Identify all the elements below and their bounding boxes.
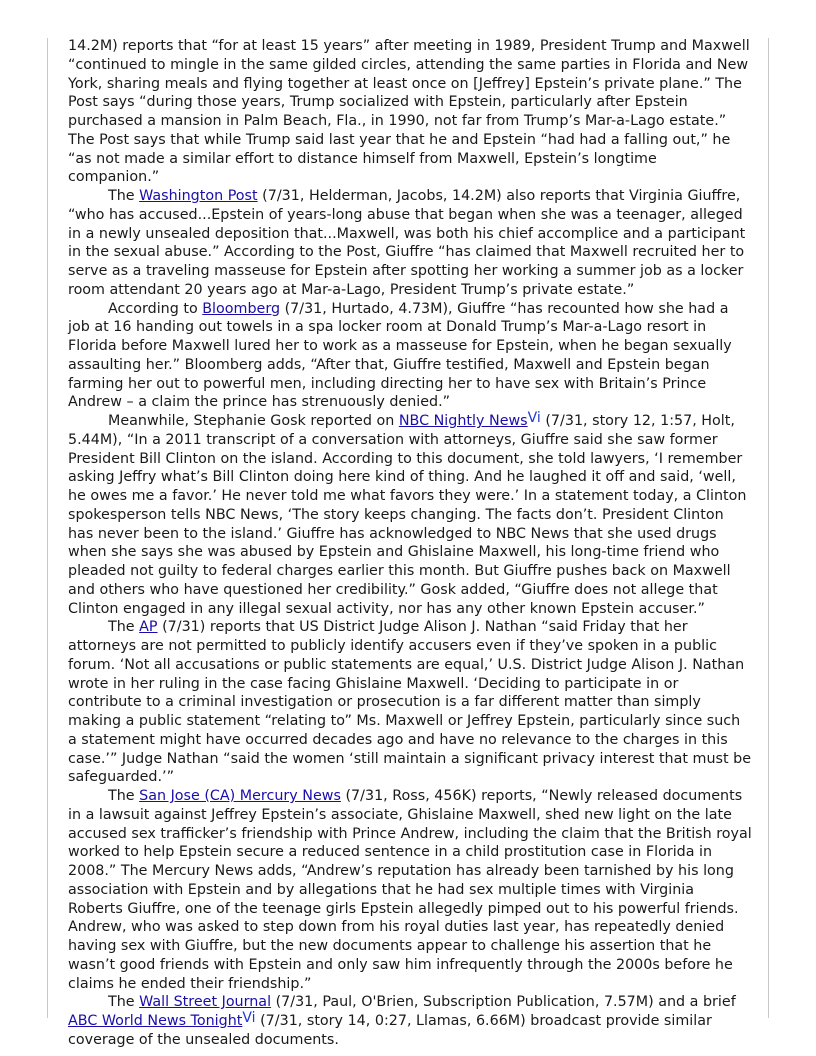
paragraph-text: The	[108, 619, 140, 636]
paragraph	[68, 787, 752, 993]
source-link-san-jose-ca-mercury-news[interactable]: San Jose (CA) Mercury News	[139, 788, 341, 804]
paragraph-text: (7/31, Ross, 456K) reports, “Newly released documents in a lawsuit against Jeffrey Epstein’s associate, Ghislaine Maxwell, shed new light on the late accused sex trafficker’s friendship with Prince Andrew, including the claim that the British royal worked to help Epstein secure a reduced sentence in a child prostitution case in Florida in 2008.” The Mercury News adds, “Andrew’s reputation has already been tarnished by his long association with Epstein and by allegations that he had sex multiple times with Virginia Roberts Giuffre, one of the teenage girls Epstein allegedly pimped out to his powerful friends. Andrew, who was asked to step down from his royal duties last year, has repeatedly denied having sex with Giuffre, but the new documents appear to challenge his assertion that he wasn’t good friends with Epstein and only saw him infrequently through the 2000s before he claims he ended their friendship.”	[68, 788, 752, 992]
paragraph-text: (7/31, Paul, O'Brien, Subscription Publication, 7.57M) and a brief	[271, 994, 736, 1011]
left-margin-rule	[47, 38, 48, 1018]
right-margin-rule	[768, 38, 769, 1018]
source-link-wall-street-journal[interactable]: Wall Street Journal	[139, 994, 272, 1011]
paragraph-text: The	[108, 788, 140, 804]
source-link-abc-world-news-tonight[interactable]: ABC World News Tonight	[68, 1013, 243, 1029]
paragraph	[68, 993, 752, 1049]
paragraph-text: (7/31, story 12, 1:57, Holt, 5.44M), “In a 2011 transcript of a conversation with attorneys, Giuffre said she saw former President Bill Clinton on the island. According to this document, she told lawyers, ‘I remember asking Jeffry what’s Bill Clinton doing here kind of thing. And he laughed it off and said, ‘well, he owes me a favor.’ He never told me what favors they were.’ In a statement today, a Clinton spokesperson tells NBC News, ‘The story keeps changing. The facts don’t. President Clinton has never been to the island.’ Giuffre has acknowledged to NBC News that she used drugs when she says she was abused by Epstein and Ghislaine Maxwell, his long-time friend who pleaded not guilty to federal charges earlier this month. But Giuffre pushes back on Maxwell and others who have questioned her credibility.” Gosk added, “Giuffre does not allege that Clinton engaged in any illegal sexual activity, nor has any other known Epstein accuser.”	[68, 413, 747, 617]
paragraph-text: (7/31, story 14, 0:27, Llamas, 6.66M) broadcast provide similar coverage of the unsealed documents.	[68, 1013, 712, 1048]
paragraph	[68, 37, 752, 187]
source-link-nbc-nightly-news[interactable]: NBC Nightly News	[398, 413, 528, 429]
paragraph	[68, 187, 752, 300]
paragraph-text: The	[108, 188, 140, 204]
paragraph-text: (7/31, Helderman, Jacobs, 14.2M) also reports that Virginia Giuffre, “who has accused...Epstein of years-long abuse that began when she was a teenager, alleged in a newly unsealed deposition that...Maxwell, was both his chief accomplice and a participant in the sexual abuse.” According to the Post, Giuffre “has claimed that Maxwell recruited her to serve as a traveling masseuse for Epstein after spotting her working a summer job as a locker room attendant 20 years ago at Mar-a-Lago, President Trump’s private estate.”	[68, 188, 746, 298]
paragraph-text: According to	[108, 300, 203, 317]
paragraph	[68, 618, 752, 787]
paragraph-text: (7/31, Hurtado, 4.73M), Giuffre “has recounted how she had a job at 16 handing out towels in a spa locker room at Donald Trump’s Mar-a-Lago resort in Florida before Maxwell lured her to work as a masseuse for Epstein, when he began sexually assaulting her.” Bloomberg adds, “After that, Giuffre testified, Maxwell and Epstein began farming her out to powerful men, including directing her to have sex with Britain’s Prince Andrew – a claim the prince has strenuously denied.”	[68, 300, 732, 411]
source-link-bloomberg[interactable]: Bloomberg	[202, 300, 281, 317]
source-link-washington-post[interactable]: Washington Post	[139, 188, 258, 204]
paragraph-text: (7/31) reports that US District Judge Alison J. Nathan “said Friday that her attorneys are not permitted to publicly identify accusers even if they’ve spoken in a public forum. ‘Not all accusations or public statements are equal,’ U.S. District Judge Alison J. Nathan wrote in her ruling in the case facing Ghislaine Maxwell. ‘Deciding to participate in or contribute to a criminal investigation or prosecution is a far different matter than simply making a public statement “relating to” Ms. Maxwell or Jeffrey Epstein, particularly since such a statement might have occurred decades ago and have no relevance to the charges in this case.’” Judge Nathan “said the women ‘still maintain a significant privacy interest that must be safeguarded.’”	[68, 619, 751, 786]
article-body	[68, 37, 752, 1050]
paragraph-text: Meanwhile, Stephanie Gosk reported on	[108, 413, 399, 429]
paragraph-text: The	[108, 994, 140, 1011]
paragraph	[68, 412, 752, 618]
paragraph-text: 14.2M) reports that “for at least 15 years” after meeting in 1989, President Trump and Maxwell “continued to mingle in the same gilded circles, attending the same parties in Florida and New York, sharing meals and flying together at least once on [Jeffrey] Epstein’s private plane.” The Post says “during those years, Trump socialized with Epstein, particularly after Epstein purchased a mansion in Palm Beach, Fla., in 1990, not far from Trump’s Mar-a-Lago estate.” The Post says that while Trump said last year that he and Epstein “had had a falling out,” he “as not made a similar effort to distance himself from Maxwell, Epstein’s longtime companion.”	[68, 38, 750, 186]
source-link-ap[interactable]: AP	[139, 619, 158, 636]
video-indicator[interactable]: Vi	[242, 1010, 256, 1026]
video-indicator[interactable]: Vi	[527, 410, 541, 426]
paragraph	[68, 300, 752, 413]
